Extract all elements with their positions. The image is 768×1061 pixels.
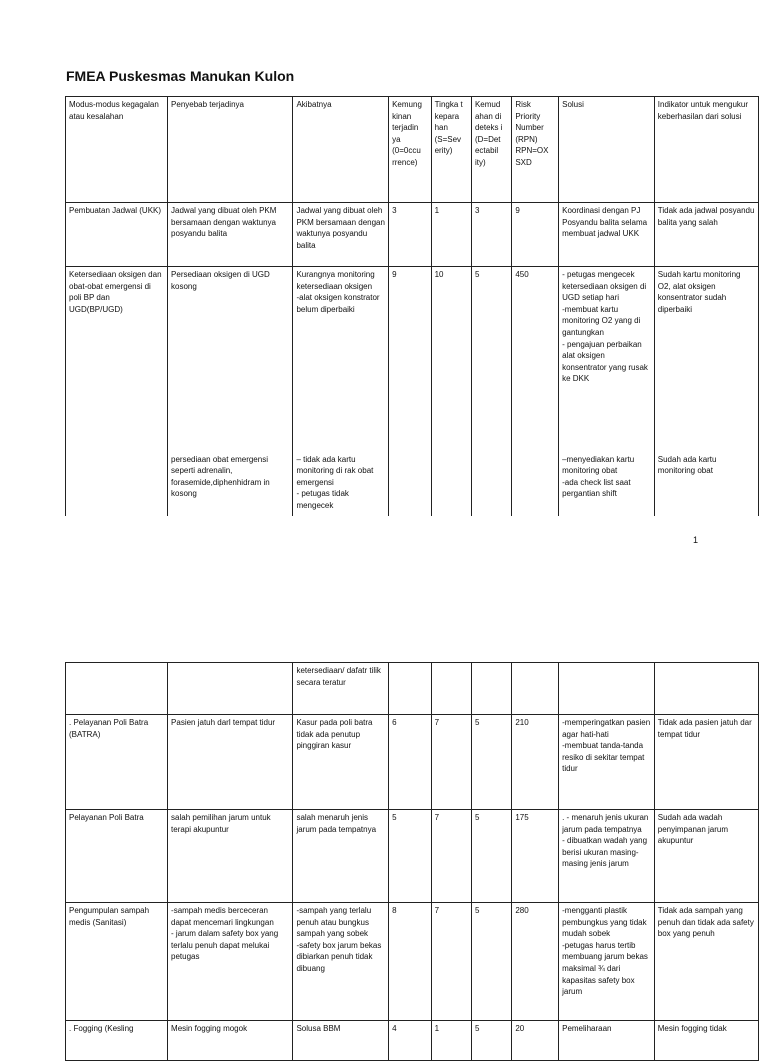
cell-severity: 7 bbox=[431, 903, 471, 1021]
table-row bbox=[66, 452, 759, 516]
table-row bbox=[66, 267, 759, 452]
table-row bbox=[66, 203, 759, 267]
header-cell-effect: Akibatnya bbox=[293, 97, 389, 203]
cell-rpn: 9 bbox=[512, 203, 559, 267]
cell-mode: Pembuatan Jadwal (UKK) bbox=[66, 203, 168, 267]
cell-indicator: Tidak ada pasien jatuh dar tempat tidur bbox=[654, 715, 758, 810]
cell-rpn: 210 bbox=[512, 715, 559, 810]
cell-effect: – tidak ada kartu monitoring di rak obat emergensi - petugas tidak mengecek bbox=[293, 452, 389, 516]
cell-cause: persediaan obat emergensi seperti adrenalin, forasemide,diphenhidram in kosong bbox=[168, 452, 293, 516]
header-cell-solution: Solusi bbox=[559, 97, 655, 203]
cell-solution bbox=[559, 663, 655, 715]
cell-solution: -memperingatkan pasien agar hati-hati -membuat tanda-tanda resiko di sekitar tempat tidur bbox=[559, 715, 655, 810]
cell-mode bbox=[66, 663, 168, 715]
cell-occurrence bbox=[389, 452, 432, 516]
cell-solution: -mengganti plastik pembungkus yang tidak mudah sobek -petugas harus tertib membuang jarum bekas maksimal ¾ dari kapasitas safety box jarum bbox=[559, 903, 655, 1021]
cell-mode bbox=[66, 452, 168, 516]
cell-severity: 1 bbox=[431, 203, 471, 267]
cell-rpn: 450 bbox=[512, 267, 559, 452]
table-row bbox=[66, 1021, 759, 1061]
cell-severity bbox=[431, 663, 471, 715]
cell-rpn bbox=[512, 452, 559, 516]
cell-mode: Ketersediaan oksigen dan obat-obat emergensi di poli BP dan UGD(BP/UGD) bbox=[66, 267, 168, 452]
cell-indicator: Sudah ada wadah penyimpanan jarum akupuntur bbox=[654, 810, 758, 903]
cell-occurrence bbox=[389, 663, 432, 715]
page-gap bbox=[0, 560, 768, 600]
cell-mode: Pengumpulan sampah medis (Sanitasi) bbox=[66, 903, 168, 1021]
cell-occurrence: 8 bbox=[389, 903, 432, 1021]
cell-indicator: Sudah kartu monitoring O2, alat oksigen konsentrator sudah diperbaiki bbox=[654, 267, 758, 452]
cell-rpn: 20 bbox=[512, 1021, 559, 1061]
table-row bbox=[66, 903, 759, 1021]
cell-detectability bbox=[471, 452, 511, 516]
cell-indicator: Mesin fogging tidak bbox=[654, 1021, 758, 1061]
cell-detectability: 5 bbox=[471, 715, 511, 810]
cell-effect: salah menaruh jenis jarum pada tempatnya bbox=[293, 810, 389, 903]
cell-solution: - petugas mengecek ketersediaan oksigen di UGD setiap hari -membuat kartu monitoring O2 yang di gantungkan - pengajuan perbaikan alat oksigen konsentrator yang rusak ke DKK bbox=[559, 267, 655, 452]
cell-mode: Pelayanan Poli Batra bbox=[66, 810, 168, 903]
cell-effect: Kasur pada poli batra tidak ada penutup pinggiran kasur bbox=[293, 715, 389, 810]
cell-solution: Koordinasi dengan PJ Posyandu balita selama membuat jadwal UKK bbox=[559, 203, 655, 267]
cell-severity: 1 bbox=[431, 1021, 471, 1061]
cell-indicator: Tidak ada sampah yang penuh dan tidak ada safety box yang penuh bbox=[654, 903, 758, 1021]
cell-cause: Mesin fogging mogok bbox=[168, 1021, 293, 1061]
cell-severity: 7 bbox=[431, 810, 471, 903]
cell-cause: salah pemilihan jarum untuk terapi akupuntur bbox=[168, 810, 293, 903]
cell-mode: . Pelayanan Poli Batra (BATRA) bbox=[66, 715, 168, 810]
table-row bbox=[66, 810, 759, 903]
cell-indicator: Sudah ada kartu monitoring obat bbox=[654, 452, 758, 516]
table-row bbox=[66, 715, 759, 810]
header-cell-occurrence: Kemung kinan terjadin ya (0=0ccu rrence) bbox=[389, 97, 432, 203]
cell-effect: Jadwal yang dibuat oleh PKM bersamaan dengan waktunya posyandu balita bbox=[293, 203, 389, 267]
cell-cause bbox=[168, 663, 293, 715]
cell-effect: ketersediaan/ dafatr tilik secara teratur bbox=[293, 663, 389, 715]
cell-cause: Jadwal yang dibuat oleh PKM bersamaan dengan waktunya posyandu balita bbox=[168, 203, 293, 267]
cell-detectability: 5 bbox=[471, 267, 511, 452]
page-number: 1 bbox=[693, 535, 699, 545]
document-page-2 bbox=[0, 600, 768, 1033]
cell-solution: . - menaruh jenis ukuran jarum pada tempatnya - dibuatkan wadah yang berisi ukuran masing-masing jenis jarum bbox=[559, 810, 655, 903]
header-cell-rpn: Risk Priority Number (RPN) RPN=OX SXD bbox=[512, 97, 559, 203]
cell-effect: Kurangnya monitoring ketersediaan oksigen -alat oksigen konstrator belum diperbaiki bbox=[293, 267, 389, 452]
cell-indicator: Tidak ada jadwal posyandu balita yang salah bbox=[654, 203, 758, 267]
cell-detectability: 5 bbox=[471, 903, 511, 1021]
cell-occurrence: 5 bbox=[389, 810, 432, 903]
cell-detectability: 5 bbox=[471, 810, 511, 903]
cell-effect: Solusa BBM bbox=[293, 1021, 389, 1061]
cell-rpn: 280 bbox=[512, 903, 559, 1021]
cell-severity: 10 bbox=[431, 267, 471, 452]
table-header-row bbox=[66, 97, 759, 203]
cell-rpn: 175 bbox=[512, 810, 559, 903]
cell-severity: 7 bbox=[431, 715, 471, 810]
cell-detectability: 5 bbox=[471, 1021, 511, 1061]
cell-severity bbox=[431, 452, 471, 516]
table-row bbox=[66, 663, 759, 715]
header-cell-indicator: Indikator untuk mengukur keberhasilan dari solusi bbox=[654, 97, 758, 203]
cell-cause: Pasien jatuh darl tempat tidur bbox=[168, 715, 293, 810]
fmea-table-page-1 bbox=[65, 96, 759, 516]
cell-indicator bbox=[654, 663, 758, 715]
cell-occurrence: 4 bbox=[389, 1021, 432, 1061]
cell-effect: -sampah yang terlalu penuh atau bungkus sampah yang sobek -safety box jarum bekas dibiarkan penuh tidak dibuang bbox=[293, 903, 389, 1021]
cell-cause: -sampah medis berceceran dapat mencemari lingkungan - jarum dalam safety box yang terlalu penuh dapat melukai petugas bbox=[168, 903, 293, 1021]
header-cell-detectability: Kemud ahan di deteks i (D=Det ectabil ity) bbox=[471, 97, 511, 203]
cell-detectability bbox=[471, 663, 511, 715]
document-title: FMEA Puskesmas Manukan Kulon bbox=[66, 68, 295, 84]
cell-solution: –menyediakan kartu monitoring obat -ada check list saat pergantian shift bbox=[559, 452, 655, 516]
cell-solution: Pemeliharaan bbox=[559, 1021, 655, 1061]
cell-rpn bbox=[512, 663, 559, 715]
cell-mode: . Fogging (Kesling bbox=[66, 1021, 168, 1061]
header-cell-mode: Modus-modus kegagalan atau kesalahan bbox=[66, 97, 168, 203]
cell-occurrence: 9 bbox=[389, 267, 432, 452]
header-cell-cause: Penyebab terjadinya bbox=[168, 97, 293, 203]
header-cell-severity: Tingka t kepara han (S=Sev erity) bbox=[431, 97, 471, 203]
cell-occurrence: 6 bbox=[389, 715, 432, 810]
cell-occurrence: 3 bbox=[389, 203, 432, 267]
cell-cause: Persediaan oksigen di UGD kosong bbox=[168, 267, 293, 452]
fmea-table-page-2 bbox=[65, 662, 759, 1061]
cell-detectability: 3 bbox=[471, 203, 511, 267]
